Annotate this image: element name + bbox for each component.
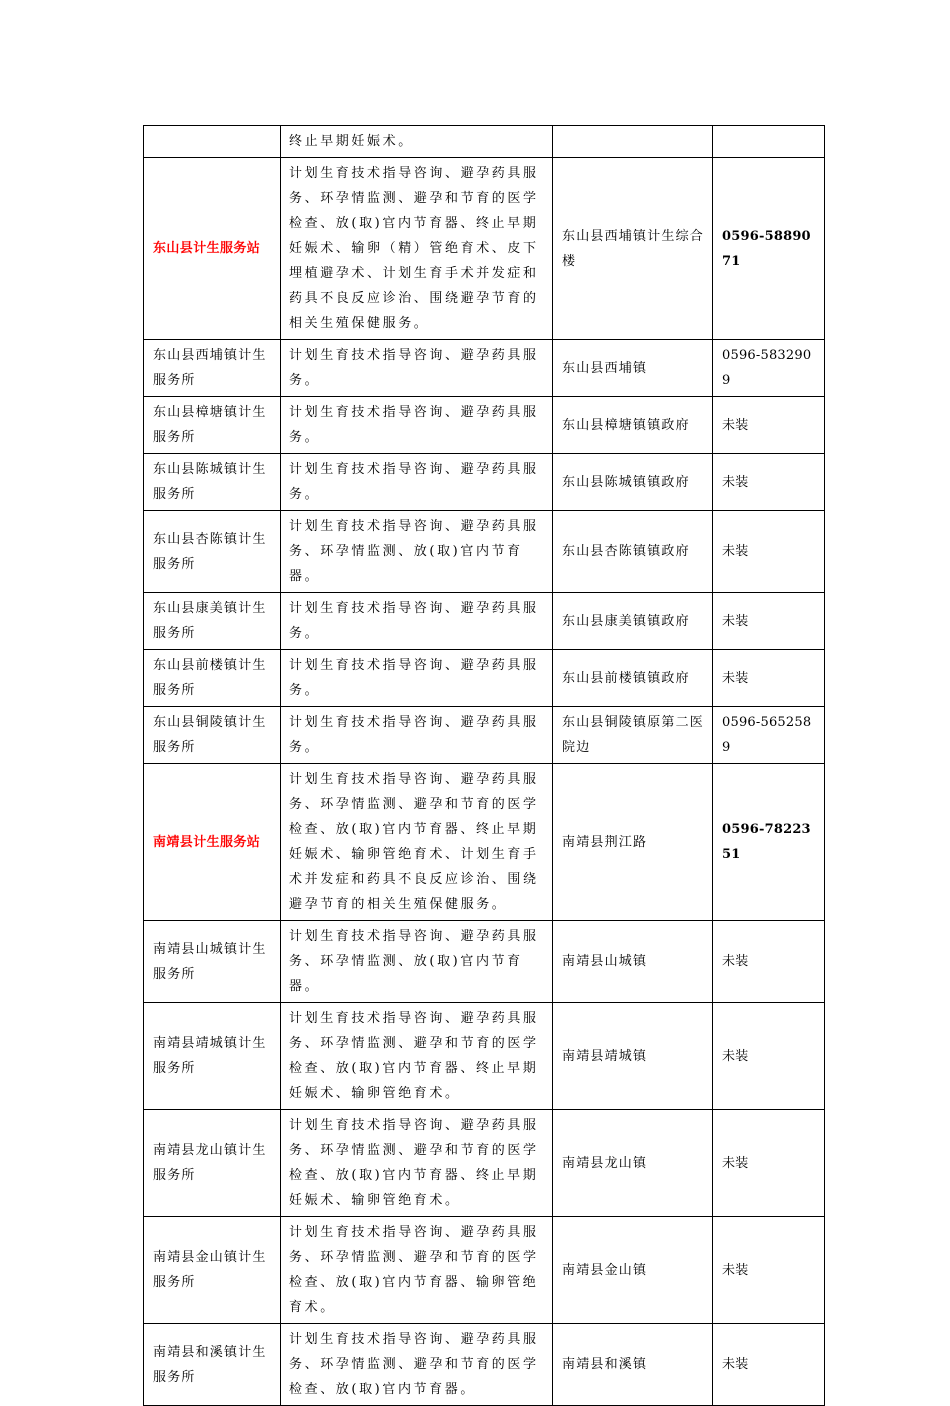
phone-cell: 未装 — [713, 454, 825, 511]
service-scope-cell: 计划生育技术指导咨询、避孕药具服务、环孕情监测、避孕和节育的医学检查、放(取)官内节育器、终止早期妊娠术、输卵管绝育术。 — [281, 1003, 553, 1110]
station-name-cell: 南靖县靖城镇计生服务所 — [144, 1003, 281, 1110]
station-name-cell: 东山县前楼镇计生服务所 — [144, 650, 281, 707]
table-body — [144, 126, 825, 1406]
service-scope-cell: 计划生育技术指导咨询、避孕药具服务、环孕情监测、避孕和节育的医学检查、放(取)官内节育器、终止早期妊娠术、输卵管绝育术。 — [281, 1110, 553, 1217]
station-name-cell: 东山县计生服务站 — [144, 158, 281, 340]
phone-cell: 未装 — [713, 397, 825, 454]
service-scope-cell: 计划生育技术指导咨询、避孕药具服务、环孕情监测、避孕和节育的医学检查、放(取)官内节育器、终止早期妊娠术、输卵管绝育术、计划生育手术并发症和药具不良反应诊治、围绕避孕节育的相关生殖保健服务。 — [281, 764, 553, 921]
service-scope-cell: 计划生育技术指导咨询、避孕药具服务、环孕情监测、放(取)官内节育器。 — [281, 921, 553, 1003]
address-cell: 东山县杏陈镇镇政府 — [553, 511, 713, 593]
phone-cell: 未装 — [713, 921, 825, 1003]
station-name-cell — [144, 126, 281, 158]
table-row — [144, 126, 825, 158]
table-row — [144, 158, 825, 340]
phone-cell: 未装 — [713, 1324, 825, 1406]
station-name-cell: 东山县杏陈镇计生服务所 — [144, 511, 281, 593]
phone-cell: 0596-5832909 — [713, 340, 825, 397]
address-cell: 东山县西埔镇 — [553, 340, 713, 397]
address-cell — [553, 126, 713, 158]
phone-cell: 0596-5652589 — [713, 707, 825, 764]
station-name-cell: 南靖县计生服务站 — [144, 764, 281, 921]
table-row — [144, 511, 825, 593]
service-scope-cell: 计划生育技术指导咨询、避孕药具服务。 — [281, 593, 553, 650]
service-scope-cell: 计划生育技术指导咨询、避孕药具服务、环孕情监测、避孕和节育的医学检查、放(取)官内节育器。 — [281, 1324, 553, 1406]
address-cell: 南靖县龙山镇 — [553, 1110, 713, 1217]
station-name-cell: 东山县铜陵镇计生服务所 — [144, 707, 281, 764]
station-name-cell: 南靖县龙山镇计生服务所 — [144, 1110, 281, 1217]
service-scope-cell: 计划生育技术指导咨询、避孕药具服务。 — [281, 397, 553, 454]
service-scope-cell: 计划生育技术指导咨询、避孕药具服务、环孕情监测、避孕和节育的医学检查、放(取)官内节育器、输卵管绝育术。 — [281, 1217, 553, 1324]
table-row — [144, 921, 825, 1003]
station-name-cell: 南靖县金山镇计生服务所 — [144, 1217, 281, 1324]
table-row — [144, 1324, 825, 1406]
service-station-table — [143, 125, 825, 1406]
table-row — [144, 650, 825, 707]
address-cell: 东山县康美镇镇政府 — [553, 593, 713, 650]
table-row — [144, 1217, 825, 1324]
table-row — [144, 1110, 825, 1217]
address-cell: 南靖县荆江路 — [553, 764, 713, 921]
address-cell: 东山县铜陵镇原第二医院边 — [553, 707, 713, 764]
phone-cell — [713, 126, 825, 158]
address-cell: 南靖县靖城镇 — [553, 1003, 713, 1110]
address-cell: 南靖县山城镇 — [553, 921, 713, 1003]
phone-cell: 未装 — [713, 511, 825, 593]
address-cell: 南靖县和溪镇 — [553, 1324, 713, 1406]
table-row — [144, 397, 825, 454]
phone-cell: 未装 — [713, 650, 825, 707]
service-scope-cell: 计划生育技术指导咨询、避孕药具服务。 — [281, 650, 553, 707]
phone-cell: 未装 — [713, 1003, 825, 1110]
address-cell: 东山县前楼镇镇政府 — [553, 650, 713, 707]
phone-cell: 未装 — [713, 1217, 825, 1324]
address-cell: 东山县西埔镇计生综合楼 — [553, 158, 713, 340]
address-cell: 东山县樟塘镇镇政府 — [553, 397, 713, 454]
station-name-cell: 东山县康美镇计生服务所 — [144, 593, 281, 650]
address-cell: 南靖县金山镇 — [553, 1217, 713, 1324]
phone-cell: 0596-5889071 — [713, 158, 825, 340]
service-scope-cell: 计划生育技术指导咨询、避孕药具服务。 — [281, 707, 553, 764]
service-scope-cell: 计划生育技术指导咨询、避孕药具服务。 — [281, 454, 553, 511]
station-name-cell: 东山县陈城镇计生服务所 — [144, 454, 281, 511]
station-name-cell: 东山县樟塘镇计生服务所 — [144, 397, 281, 454]
address-cell: 东山县陈城镇镇政府 — [553, 454, 713, 511]
table-row — [144, 340, 825, 397]
station-name-cell: 东山县西埔镇计生服务所 — [144, 340, 281, 397]
station-name-cell: 南靖县山城镇计生服务所 — [144, 921, 281, 1003]
table-row — [144, 764, 825, 921]
service-scope-cell: 终止早期妊娠术。 — [281, 126, 553, 158]
table-row — [144, 707, 825, 764]
phone-cell: 未装 — [713, 593, 825, 650]
phone-cell: 0596-7822351 — [713, 764, 825, 921]
table-row — [144, 1003, 825, 1110]
service-scope-cell: 计划生育技术指导咨询、避孕药具服务。 — [281, 340, 553, 397]
phone-cell: 未装 — [713, 1110, 825, 1217]
table-row — [144, 593, 825, 650]
service-scope-cell: 计划生育技术指导咨询、避孕药具服务、环孕情监测、避孕和节育的医学检查、放(取)官内节育器、终止早期妊娠术、输卵（精）管绝育术、皮下埋植避孕术、计划生育手术并发症和药具不良反应诊治、围绕避孕节育的相关生殖保健服务。 — [281, 158, 553, 340]
station-name-cell: 南靖县和溪镇计生服务所 — [144, 1324, 281, 1406]
table-row — [144, 454, 825, 511]
service-scope-cell: 计划生育技术指导咨询、避孕药具服务、环孕情监测、放(取)官内节育器。 — [281, 511, 553, 593]
